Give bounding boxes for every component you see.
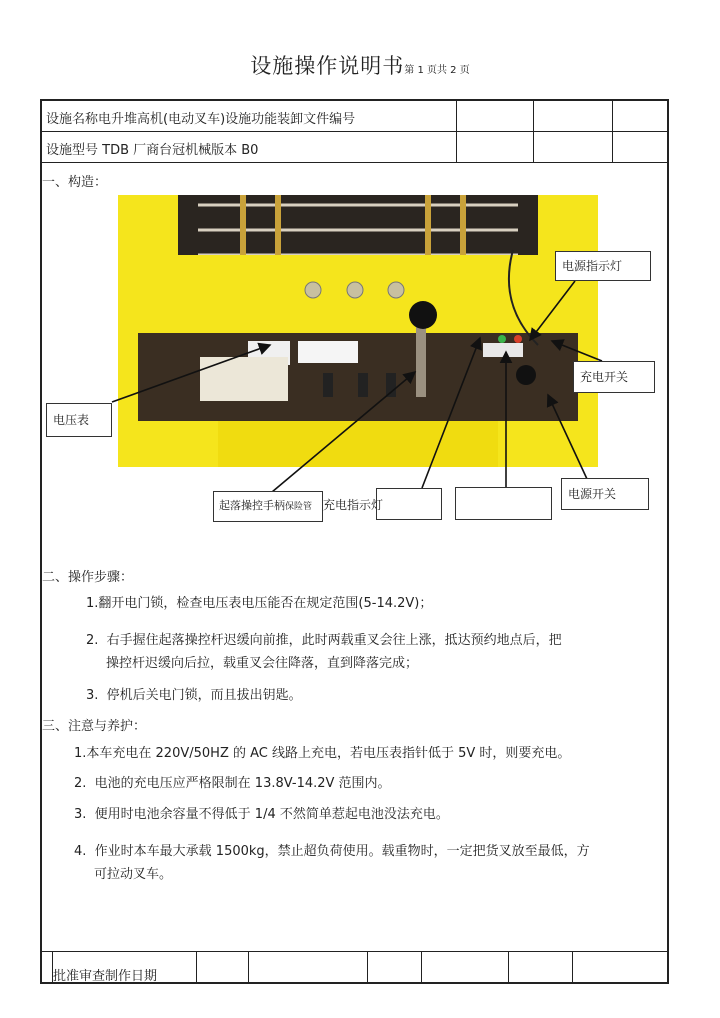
callout-power-indicator: 电源指示灯 [555, 251, 651, 281]
care-2-text: 电池的充电压应严格限制在 13.8V-14.2V 范围内。 [94, 776, 391, 791]
callout-power-switch: 电源开关 [561, 478, 649, 510]
care-4-cont: 可拉动叉车。 [94, 867, 173, 882]
footer-divider [40, 951, 669, 952]
callout-empty-box-1 [376, 488, 442, 520]
care-3-num: 3. [74, 807, 87, 822]
step-1-num: 1. [86, 596, 99, 611]
footer-col-3 [367, 951, 368, 984]
callout-charge-switch: 充电开关 [573, 361, 655, 393]
step-1-text: 翻开电门锁，检查电压表电压能否在规定范围(5-14.2V)； [98, 596, 433, 611]
care-1-num: 1. [74, 746, 87, 761]
step-2-text: 右手握住起落操控杆迟缓向前推，此时两载重叉会往上涨，抵达预约地点后，把 [106, 633, 562, 648]
care-1 [74, 742, 570, 765]
care-4-text: 作业时本车最大承载 1500kg，禁止超负荷使用。载重物时，一定把货叉放至最低，方 [94, 844, 590, 859]
care-1-text: 本车充电在 220V/50HZ 的 AC 线路上充电，若电压表指针低于 5V 时，则要充电。 [86, 746, 571, 761]
footer-col-5 [508, 951, 509, 984]
step-3 [86, 684, 302, 707]
footer-signoff: 批准审查制作日期 [53, 969, 158, 984]
section-steps-heading: 二、操作步骤： [42, 570, 134, 585]
callout-lift-handle [213, 491, 323, 522]
section-construction-heading: 一、构造： [42, 175, 108, 190]
step-2-cont: 操控杆迟缓向后拉，载重叉会往降落，直到降落完成； [106, 656, 419, 671]
step-3-text: 停机后关电门锁，而且拔出钥匙。 [106, 688, 302, 703]
care-4-num: 4. [74, 844, 87, 859]
step-1 [86, 592, 432, 615]
callout-fuse-text: 保险管 [285, 502, 313, 512]
footer-col-4 [421, 951, 422, 984]
callout-charge-indicator: 充电指示灯 [323, 498, 384, 512]
care-2-num: 2. [74, 776, 87, 791]
footer-col-6 [572, 951, 573, 984]
title-text: 设施操作说明书 [250, 54, 405, 78]
callout-voltmeter: 电压表 [46, 403, 112, 437]
care-2 [74, 772, 391, 795]
care-3-text: 便用时电池余容量不得低于 1/4 不然简单惹起电池没法充电。 [94, 807, 449, 822]
care-4 [74, 840, 590, 863]
footer-col-2 [248, 951, 249, 984]
step-3-num: 3. [86, 688, 99, 703]
callout-lift-handle-text: 起落操控手柄 [219, 499, 285, 512]
callout-empty-box-2 [455, 487, 552, 520]
step-2-num: 2. [86, 633, 99, 648]
info-row-1: 设施名称电升堆高机(电动叉车)设施功能装卸文件编号 [46, 112, 356, 127]
footer-col-1 [196, 951, 197, 984]
info-row-2: 设施型号 TDB 厂商台冠机械版本 B0 [46, 143, 259, 158]
care-3 [74, 803, 449, 826]
section-care-heading: 三、注意与养护： [42, 719, 147, 734]
step-2 [86, 629, 562, 652]
page-info: 第 1 页共 2 页 [404, 65, 470, 76]
